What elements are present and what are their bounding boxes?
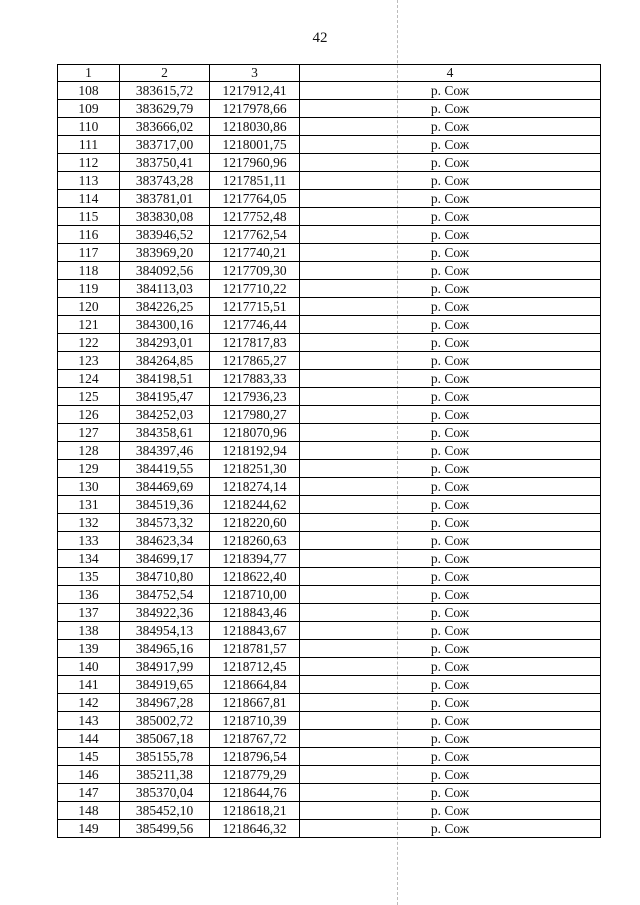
y-coordinate-cell: 1218779,29: [210, 766, 300, 784]
description-cell: р. Сож: [300, 406, 601, 424]
x-coordinate-cell: 385211,38: [120, 766, 210, 784]
point-number-cell: 123: [58, 352, 120, 370]
table-header-row: [58, 65, 601, 82]
point-number-cell: 134: [58, 550, 120, 568]
x-coordinate-cell: 384699,17: [120, 550, 210, 568]
page-number: 42: [312, 30, 328, 46]
table-row: [58, 820, 601, 838]
y-coordinate-cell: 1218767,72: [210, 730, 300, 748]
point-number-cell: 141: [58, 676, 120, 694]
point-number-cell: 113: [58, 172, 120, 190]
description-cell: р. Сож: [300, 388, 601, 406]
x-coordinate-cell: 385499,56: [120, 820, 210, 838]
x-coordinate-cell: 383743,28: [120, 172, 210, 190]
description-cell: р. Сож: [300, 226, 601, 244]
point-number-cell: 145: [58, 748, 120, 766]
description-cell: р. Сож: [300, 118, 601, 136]
x-coordinate-cell: 384195,47: [120, 388, 210, 406]
point-number-cell: 131: [58, 496, 120, 514]
y-coordinate-cell: 1217912,41: [210, 82, 300, 100]
x-coordinate-cell: 384919,65: [120, 676, 210, 694]
description-cell: р. Сож: [300, 244, 601, 262]
description-cell: р. Сож: [300, 820, 601, 838]
y-coordinate-cell: 1217715,51: [210, 298, 300, 316]
y-coordinate-cell: 1218260,63: [210, 532, 300, 550]
description-cell: р. Сож: [300, 172, 601, 190]
point-number-cell: 114: [58, 190, 120, 208]
point-number-cell: 143: [58, 712, 120, 730]
description-cell: р. Сож: [300, 478, 601, 496]
point-number-cell: 138: [58, 622, 120, 640]
x-coordinate-cell: 384092,56: [120, 262, 210, 280]
y-coordinate-cell: 1217936,23: [210, 388, 300, 406]
description-cell: р. Сож: [300, 712, 601, 730]
x-coordinate-cell: 383946,52: [120, 226, 210, 244]
x-coordinate-cell: 384922,36: [120, 604, 210, 622]
point-number-cell: 111: [58, 136, 120, 154]
y-coordinate-cell: 1217762,54: [210, 226, 300, 244]
y-coordinate-cell: 1218030,86: [210, 118, 300, 136]
table-row: [58, 172, 601, 190]
description-cell: р. Сож: [300, 604, 601, 622]
y-coordinate-cell: 1218394,77: [210, 550, 300, 568]
description-cell: р. Сож: [300, 154, 601, 172]
table-row: [58, 154, 601, 172]
x-coordinate-cell: 383750,41: [120, 154, 210, 172]
x-coordinate-cell: 384710,80: [120, 568, 210, 586]
x-coordinate-cell: 383615,72: [120, 82, 210, 100]
y-coordinate-cell: 1217764,05: [210, 190, 300, 208]
y-coordinate-cell: 1217709,30: [210, 262, 300, 280]
table-row: [58, 406, 601, 424]
point-number-cell: 109: [58, 100, 120, 118]
x-coordinate-cell: 383717,00: [120, 136, 210, 154]
table-row: [58, 550, 601, 568]
y-coordinate-cell: 1218843,46: [210, 604, 300, 622]
description-cell: р. Сож: [300, 262, 601, 280]
x-coordinate-cell: 384469,69: [120, 478, 210, 496]
description-cell: р. Сож: [300, 766, 601, 784]
table-row: [58, 748, 601, 766]
table-row: [58, 460, 601, 478]
table-row: [58, 694, 601, 712]
description-cell: р. Сож: [300, 550, 601, 568]
table-row: [58, 496, 601, 514]
description-cell: р. Сож: [300, 514, 601, 532]
table-row: [58, 442, 601, 460]
y-coordinate-cell: 1218644,76: [210, 784, 300, 802]
table-row: [58, 424, 601, 442]
x-coordinate-cell: 383969,20: [120, 244, 210, 262]
description-cell: р. Сож: [300, 730, 601, 748]
description-cell: р. Сож: [300, 298, 601, 316]
table-row: [58, 208, 601, 226]
table-row: [58, 334, 601, 352]
table-row: [58, 352, 601, 370]
point-number-cell: 146: [58, 766, 120, 784]
table-row: [58, 730, 601, 748]
y-coordinate-cell: 1218070,96: [210, 424, 300, 442]
point-number-cell: 137: [58, 604, 120, 622]
point-number-cell: 119: [58, 280, 120, 298]
point-number-cell: 120: [58, 298, 120, 316]
y-coordinate-cell: 1218220,60: [210, 514, 300, 532]
point-number-cell: 117: [58, 244, 120, 262]
point-number-cell: 126: [58, 406, 120, 424]
point-number-cell: 118: [58, 262, 120, 280]
x-coordinate-cell: 384264,85: [120, 352, 210, 370]
description-cell: р. Сож: [300, 622, 601, 640]
description-cell: р. Сож: [300, 658, 601, 676]
table-row: [58, 370, 601, 388]
y-coordinate-cell: 1218622,40: [210, 568, 300, 586]
table-row: [58, 244, 601, 262]
description-cell: р. Сож: [300, 442, 601, 460]
table-row: [58, 784, 601, 802]
description-cell: р. Сож: [300, 352, 601, 370]
table-row: [58, 514, 601, 532]
x-coordinate-cell: 384397,46: [120, 442, 210, 460]
y-coordinate-cell: 1218796,54: [210, 748, 300, 766]
x-coordinate-cell: 384226,25: [120, 298, 210, 316]
table-row: [58, 388, 601, 406]
point-number-cell: 121: [58, 316, 120, 334]
column-header: 1: [58, 65, 120, 82]
y-coordinate-cell: 1217740,21: [210, 244, 300, 262]
description-cell: р. Сож: [300, 136, 601, 154]
y-coordinate-cell: 1218192,94: [210, 442, 300, 460]
point-number-cell: 135: [58, 568, 120, 586]
table-row: [58, 766, 601, 784]
y-coordinate-cell: 1217865,27: [210, 352, 300, 370]
x-coordinate-cell: 383629,79: [120, 100, 210, 118]
description-cell: р. Сож: [300, 694, 601, 712]
point-number-cell: 110: [58, 118, 120, 136]
x-coordinate-cell: 384419,55: [120, 460, 210, 478]
point-number-cell: 142: [58, 694, 120, 712]
table-row: [58, 478, 601, 496]
description-cell: р. Сож: [300, 568, 601, 586]
x-coordinate-cell: 384113,03: [120, 280, 210, 298]
y-coordinate-cell: 1217883,33: [210, 370, 300, 388]
point-number-cell: 125: [58, 388, 120, 406]
point-number-cell: 130: [58, 478, 120, 496]
table-row: [58, 82, 601, 100]
y-coordinate-cell: 1218274,14: [210, 478, 300, 496]
description-cell: р. Сож: [300, 532, 601, 550]
table-row: [58, 568, 601, 586]
description-cell: р. Сож: [300, 640, 601, 658]
y-coordinate-cell: 1218781,57: [210, 640, 300, 658]
description-cell: р. Сож: [300, 424, 601, 442]
x-coordinate-cell: 383666,02: [120, 118, 210, 136]
description-cell: р. Сож: [300, 208, 601, 226]
x-coordinate-cell: 384623,34: [120, 532, 210, 550]
y-coordinate-cell: 1217960,96: [210, 154, 300, 172]
point-number-cell: 122: [58, 334, 120, 352]
y-coordinate-cell: 1218667,81: [210, 694, 300, 712]
description-cell: р. Сож: [300, 802, 601, 820]
point-number-cell: 108: [58, 82, 120, 100]
x-coordinate-cell: 384198,51: [120, 370, 210, 388]
x-coordinate-cell: 384293,01: [120, 334, 210, 352]
x-coordinate-cell: 384965,16: [120, 640, 210, 658]
table-row: [58, 532, 601, 550]
y-coordinate-cell: 1218712,45: [210, 658, 300, 676]
table-body: [58, 82, 601, 838]
description-cell: р. Сож: [300, 334, 601, 352]
point-number-cell: 147: [58, 784, 120, 802]
column-header: 3: [210, 65, 300, 82]
x-coordinate-cell: 384358,61: [120, 424, 210, 442]
x-coordinate-cell: 385067,18: [120, 730, 210, 748]
point-number-cell: 140: [58, 658, 120, 676]
x-coordinate-cell: 384967,28: [120, 694, 210, 712]
table-row: [58, 100, 601, 118]
description-cell: р. Сож: [300, 316, 601, 334]
point-number-cell: 115: [58, 208, 120, 226]
x-coordinate-cell: 384954,13: [120, 622, 210, 640]
point-number-cell: 127: [58, 424, 120, 442]
table-row: [58, 316, 601, 334]
description-cell: р. Сож: [300, 460, 601, 478]
y-coordinate-cell: 1217746,44: [210, 316, 300, 334]
x-coordinate-cell: 383830,08: [120, 208, 210, 226]
description-cell: р. Сож: [300, 370, 601, 388]
column-header: 4: [300, 65, 601, 82]
table-row: [58, 622, 601, 640]
y-coordinate-cell: 1218664,84: [210, 676, 300, 694]
table-row: [58, 118, 601, 136]
x-coordinate-cell: 385002,72: [120, 712, 210, 730]
table-row: [58, 676, 601, 694]
y-coordinate-cell: 1218646,32: [210, 820, 300, 838]
x-coordinate-cell: 383781,01: [120, 190, 210, 208]
description-cell: р. Сож: [300, 676, 601, 694]
table-row: [58, 280, 601, 298]
x-coordinate-cell: 384519,36: [120, 496, 210, 514]
y-coordinate-cell: 1217752,48: [210, 208, 300, 226]
table-row: [58, 712, 601, 730]
table-row: [58, 298, 601, 316]
table-row: [58, 604, 601, 622]
description-cell: р. Сож: [300, 784, 601, 802]
x-coordinate-cell: 385155,78: [120, 748, 210, 766]
x-coordinate-cell: 385452,10: [120, 802, 210, 820]
y-coordinate-cell: 1218251,30: [210, 460, 300, 478]
y-coordinate-cell: 1218618,21: [210, 802, 300, 820]
x-coordinate-cell: 384252,03: [120, 406, 210, 424]
y-coordinate-cell: 1218244,62: [210, 496, 300, 514]
x-coordinate-cell: 384573,32: [120, 514, 210, 532]
table-row: [58, 802, 601, 820]
y-coordinate-cell: 1217817,83: [210, 334, 300, 352]
y-coordinate-cell: 1217851,11: [210, 172, 300, 190]
column-header: 2: [120, 65, 210, 82]
y-coordinate-cell: 1218710,00: [210, 586, 300, 604]
point-number-cell: 144: [58, 730, 120, 748]
y-coordinate-cell: 1218001,75: [210, 136, 300, 154]
y-coordinate-cell: 1217710,22: [210, 280, 300, 298]
table-row: [58, 586, 601, 604]
point-number-cell: 139: [58, 640, 120, 658]
y-coordinate-cell: 1217978,66: [210, 100, 300, 118]
point-number-cell: 132: [58, 514, 120, 532]
point-number-cell: 112: [58, 154, 120, 172]
description-cell: р. Сож: [300, 586, 601, 604]
y-coordinate-cell: 1218843,67: [210, 622, 300, 640]
point-number-cell: 116: [58, 226, 120, 244]
x-coordinate-cell: 384917,99: [120, 658, 210, 676]
table-row: [58, 226, 601, 244]
point-number-cell: 128: [58, 442, 120, 460]
y-coordinate-cell: 1217980,27: [210, 406, 300, 424]
description-cell: р. Сож: [300, 496, 601, 514]
table-row: [58, 262, 601, 280]
table-row: [58, 640, 601, 658]
y-coordinate-cell: 1218710,39: [210, 712, 300, 730]
x-coordinate-cell: 384300,16: [120, 316, 210, 334]
table-row: [58, 658, 601, 676]
point-number-cell: 129: [58, 460, 120, 478]
point-number-cell: 136: [58, 586, 120, 604]
table-row: [58, 190, 601, 208]
description-cell: р. Сож: [300, 280, 601, 298]
point-number-cell: 149: [58, 820, 120, 838]
coordinates-table: [57, 64, 601, 838]
x-coordinate-cell: 384752,54: [120, 586, 210, 604]
x-coordinate-cell: 385370,04: [120, 784, 210, 802]
table-row: [58, 136, 601, 154]
description-cell: р. Сож: [300, 82, 601, 100]
description-cell: р. Сож: [300, 748, 601, 766]
description-cell: р. Сож: [300, 190, 601, 208]
point-number-cell: 124: [58, 370, 120, 388]
point-number-cell: 133: [58, 532, 120, 550]
description-cell: р. Сож: [300, 100, 601, 118]
point-number-cell: 148: [58, 802, 120, 820]
